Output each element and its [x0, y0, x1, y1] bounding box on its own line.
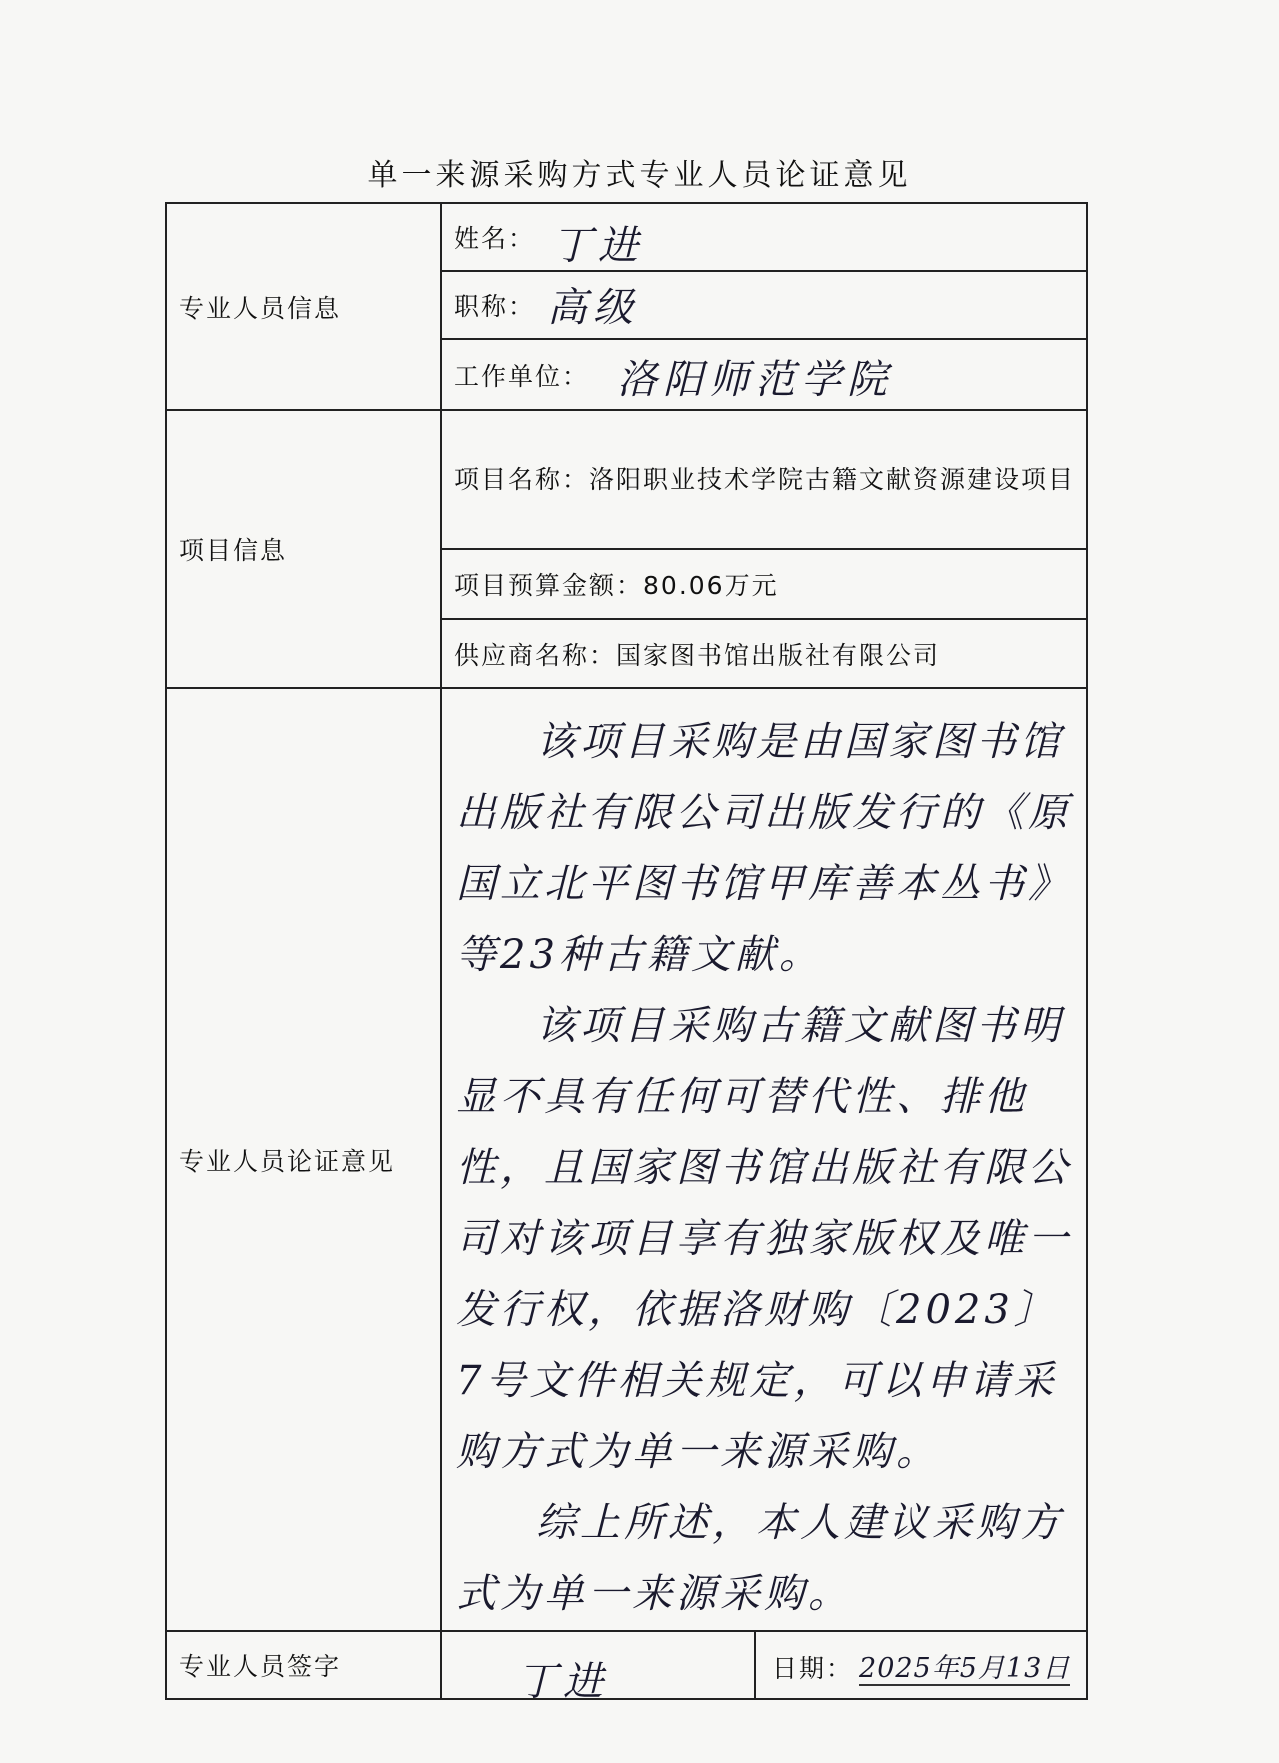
signature-cell [442, 1632, 755, 1705]
opinion-section-label: 专业人员论证意见 [166, 688, 441, 1631]
opinion-content [441, 688, 1087, 1631]
date-cell [755, 1632, 1086, 1698]
page-title: 单一来源采购方式专业人员论证意见 [367, 158, 912, 193]
opinion-paragraph: 综上所述，本人建议采购方式为单一来源采购。 [456, 1500, 1064, 1617]
argument-form-table [165, 202, 1088, 1705]
date-handwritten: 2025年5月13日 [859, 1652, 1071, 1684]
project-name-row [441, 410, 1087, 549]
unit-row [441, 339, 1087, 410]
unit-label: 工作单位： [454, 361, 590, 391]
date-label: 日期： [772, 1653, 854, 1683]
budget-value: 80.06万元 [643, 571, 779, 600]
signature-row [441, 1631, 1087, 1705]
budget-row [441, 549, 1087, 619]
name-label: 姓名： [454, 224, 536, 253]
name-handwritten: 丁进 [552, 223, 644, 269]
opinion-paragraph: 该项目采购古籍文献图书明显不具有任何可替代性、排他性，且国家图书馆出版社有限公司对该项目享有独家版权及唯一发行权，依据洛财购〔2023〕7号文件相关规定，可以申请采购方式为单一来源采购。 [456, 1003, 1072, 1475]
supplier-row [441, 619, 1087, 688]
personnel-section-label: 专业人员信息 [166, 203, 441, 410]
project-section-label: 项目信息 [166, 410, 441, 688]
name-row [441, 203, 1087, 271]
signature-section-label: 专业人员签字 [166, 1631, 441, 1699]
opinion-paragraph: 该项目采购是由国家图书馆出版社有限公司出版发行的《原国立北平图书馆甲库善本丛书》等23种古籍文献。 [456, 719, 1072, 978]
signature-handwritten: 丁进 [517, 1659, 609, 1705]
supplier-label: 供应商名称： [454, 640, 617, 670]
title-handwritten: 高级 [547, 285, 639, 331]
signature-inner-table [442, 1632, 1086, 1705]
project-name-value: 洛阳职业技术学院古籍文献资源建设项目 [589, 464, 1076, 494]
opinion-handwritten [456, 707, 1072, 1630]
title-label: 职称： [454, 292, 536, 321]
supplier-value: 国家图书馆出版社有限公司 [616, 640, 941, 670]
budget-label: 项目预算金额： [454, 571, 644, 600]
unit-handwritten: 洛阳师范学院 [617, 357, 893, 403]
project-name-label: 项目名称： [454, 464, 590, 494]
title-row [441, 271, 1087, 339]
